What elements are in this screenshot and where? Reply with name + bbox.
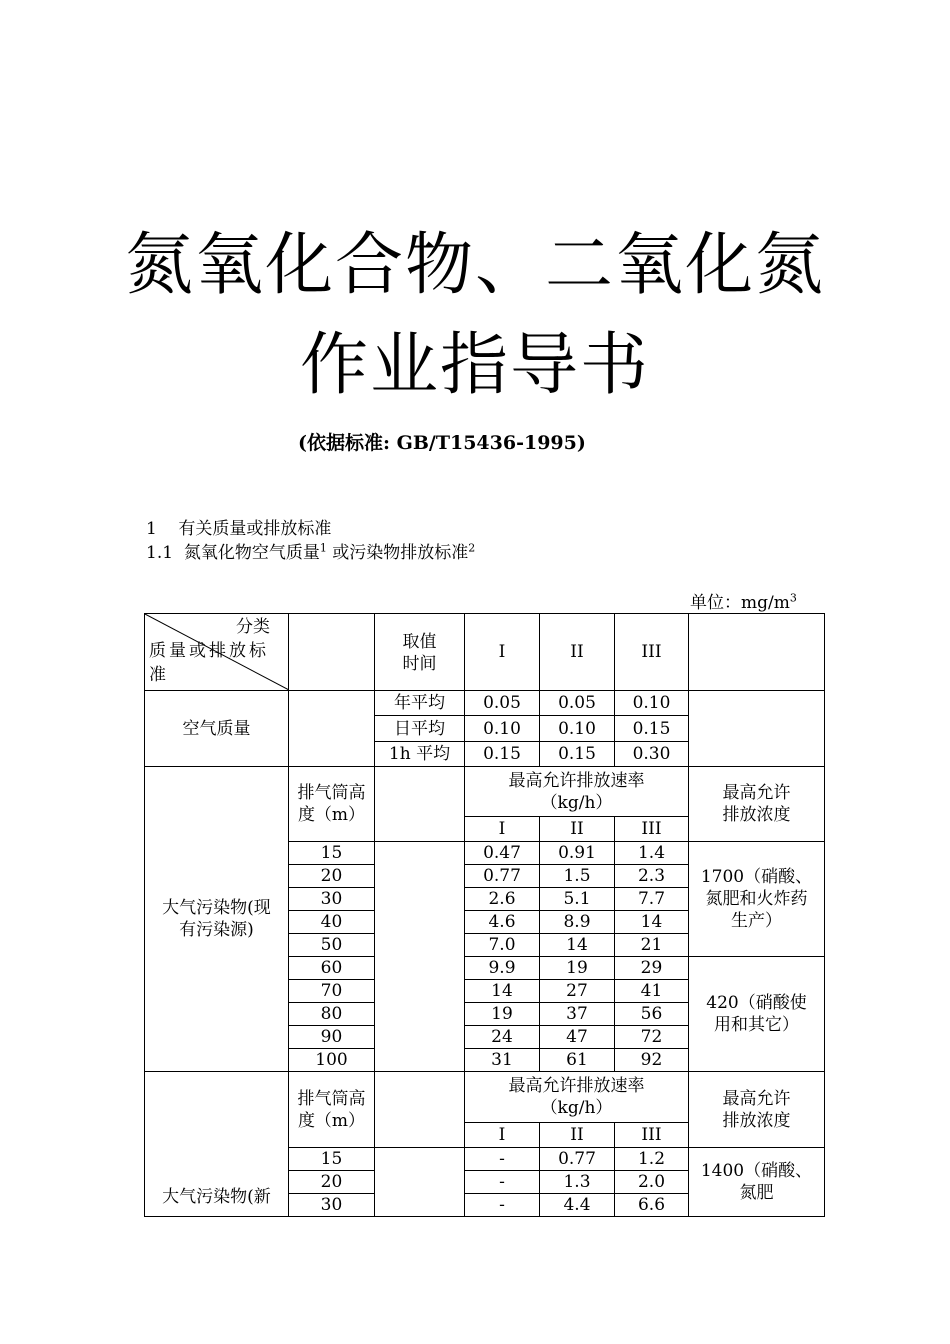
height-cell: 20 [289,1171,375,1194]
value-cell: 1.3 [540,1171,615,1194]
existing-source-label: 大气污染物(现有污染源) [145,767,289,1072]
subheader-grade-II: II [540,1123,615,1148]
value-cell: 14 [465,980,540,1003]
height-cell: 50 [289,934,375,957]
concentration-cell-1700: 1700（硝酸、氮肥和火炸药生产） [689,842,825,957]
value-cell: 4.4 [540,1194,615,1217]
height-cell: 20 [289,865,375,888]
value-cell: 2.0 [615,1171,689,1194]
emission-conc-header-new: 最高允许排放浓度 [689,1072,825,1148]
air-empty-cell-2 [689,691,825,767]
new-empty-cell-2 [375,1148,465,1217]
value-cell: 7.0 [465,934,540,957]
value-cell: 24 [465,1026,540,1049]
value-cell: - [465,1171,540,1194]
document-title-line-1: 氮氧化合物、二氧化氮 [124,226,825,305]
value-cell: 0.30 [615,742,689,767]
value-cell: 0.91 [540,842,615,865]
value-cell: 1.2 [615,1148,689,1171]
value-cell: 61 [540,1049,615,1072]
section-1-1-heading [146,538,475,563]
emission-rate-header: 最高允许排放速率（kg/h） [465,767,689,817]
value-cell: 0.10 [615,691,689,716]
header-grade-I: I [465,614,540,691]
value-cell: 0.15 [615,716,689,742]
value-cell: 1.4 [615,842,689,865]
concentration-cell-420: 420（硝酸使用和其它） [689,957,825,1072]
subheader-grade-II: II [540,817,615,842]
existing-empty-cell [375,767,465,842]
value-cell: 0.15 [540,742,615,767]
value-cell: 2.3 [615,865,689,888]
stack-height-header-new: 排气筒高度（m） [289,1072,375,1148]
value-cell: 56 [615,1003,689,1026]
emission-rate-header-new: 最高允许排放速率（kg/h） [465,1072,689,1123]
value-cell: 21 [615,934,689,957]
value-cell: 4.6 [465,911,540,934]
header-empty-cell [289,614,375,691]
value-cell: 19 [465,1003,540,1026]
new-source-label: 大气污染物(新 [145,1072,289,1217]
concentration-cell-1400: 1400（硝酸、氮肥 [689,1148,825,1217]
diag-label-standard-end: 准 [149,665,166,685]
height-cell: 80 [289,1003,375,1026]
value-cell: - [465,1194,540,1217]
value-cell: 6.6 [615,1194,689,1217]
value-cell: 1.5 [540,865,615,888]
time-cell: 1h 平均 [375,742,465,767]
value-cell: 0.05 [540,691,615,716]
value-cell: 31 [465,1049,540,1072]
value-cell: 92 [615,1049,689,1072]
new-empty-cell [375,1072,465,1148]
value-cell: 0.10 [540,716,615,742]
value-cell: 2.6 [465,888,540,911]
value-cell: 8.9 [540,911,615,934]
table-row [145,1072,825,1123]
value-cell: 29 [615,957,689,980]
height-cell: 30 [289,888,375,911]
value-cell: 72 [615,1026,689,1049]
value-cell: 7.7 [615,888,689,911]
section-1-1-text-2: 或污染物排放标准 [326,543,469,563]
diagonal-header-cell [145,614,289,691]
value-cell: 0.77 [465,865,540,888]
subheader-grade-III: III [615,817,689,842]
standards-table [144,613,825,1217]
unit-text: 单位：mg/m [690,593,790,613]
subheader-grade-I: I [465,817,540,842]
value-cell: 0.47 [465,842,540,865]
value-cell: - [465,1148,540,1171]
table-row [145,691,825,716]
footnote-ref-1: 1 [319,541,327,555]
value-cell: 37 [540,1003,615,1026]
section-1-1-text: 1.1 氮氧化物空气质量 [146,543,320,563]
height-cell: 70 [289,980,375,1003]
value-cell: 0.77 [540,1148,615,1171]
document-title-line-2: 作业指导书 [299,326,650,405]
table-row [145,767,825,817]
air-quality-label: 空气质量 [145,691,289,767]
height-cell: 15 [289,1148,375,1171]
value-cell: 5.1 [540,888,615,911]
value-cell: 47 [540,1026,615,1049]
height-cell: 100 [289,1049,375,1072]
time-cell: 年平均 [375,691,465,716]
header-grade-II: II [540,614,615,691]
value-cell: 0.15 [465,742,540,767]
header-grade-III: III [615,614,689,691]
section-1-heading: 1 有关质量或排放标准 [146,519,332,539]
footnote-ref-2: 2 [468,541,476,555]
air-empty-cell [289,691,375,767]
value-cell: 9.9 [465,957,540,980]
header-sampling-time: 取值时间 [375,614,465,691]
height-cell: 40 [289,911,375,934]
standard-basis: (依据标准: GB/T15436-1995) [298,432,586,454]
subheader-grade-III: III [615,1123,689,1148]
header-empty-cell-2 [689,614,825,691]
value-cell: 14 [615,911,689,934]
height-cell: 30 [289,1194,375,1217]
time-cell: 日平均 [375,716,465,742]
subheader-grade-I: I [465,1123,540,1148]
diag-label-category: 分类 [236,617,270,637]
height-cell: 15 [289,842,375,865]
existing-empty-cell-2 [375,842,465,1072]
value-cell: 0.10 [465,716,540,742]
height-cell: 90 [289,1026,375,1049]
value-cell: 14 [540,934,615,957]
unit-label [690,588,797,613]
value-cell: 27 [540,980,615,1003]
value-cell: 41 [615,980,689,1003]
diag-label-standard: 质量或排放标 [149,641,269,661]
stack-height-header: 排气筒高度（m） [289,767,375,842]
unit-exponent: 3 [789,591,797,605]
height-cell: 60 [289,957,375,980]
value-cell: 19 [540,957,615,980]
value-cell: 0.05 [465,691,540,716]
emission-conc-header: 最高允许排放浓度 [689,767,825,842]
